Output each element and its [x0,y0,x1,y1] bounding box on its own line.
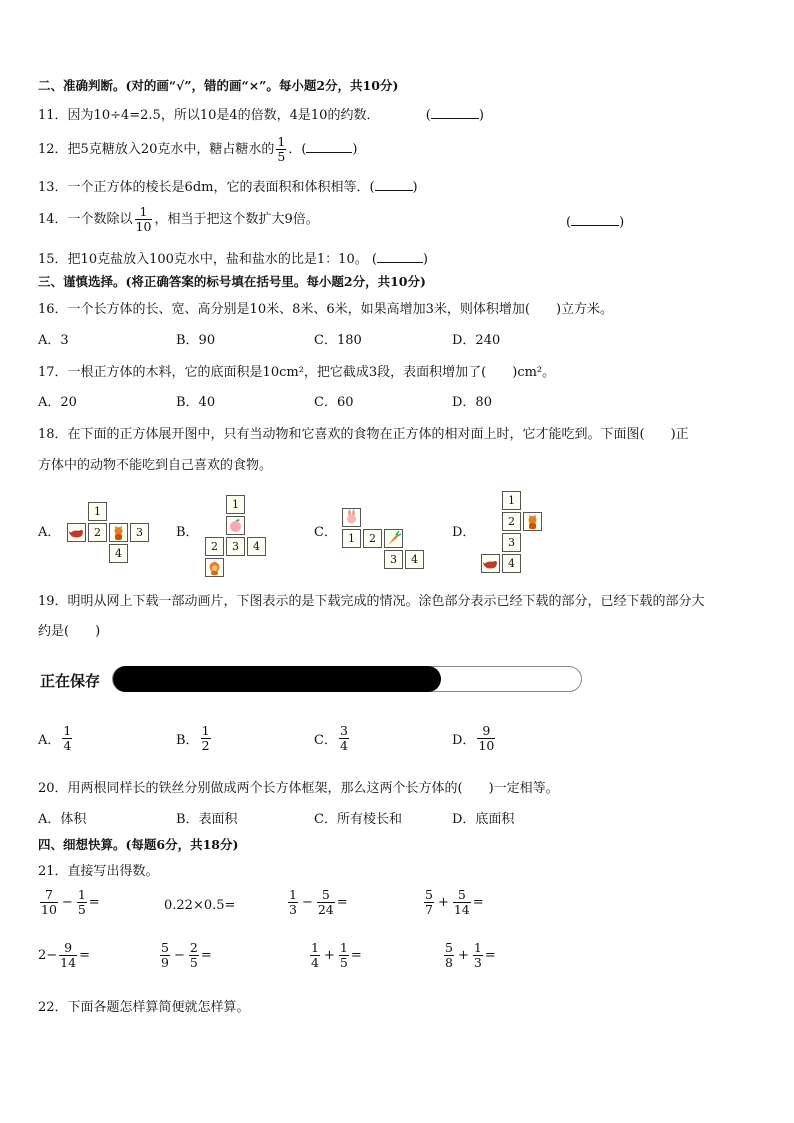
equals-sign: = [200,948,212,963]
option-b[interactable]: B．40 [176,395,216,410]
progress-bar [112,666,582,692]
net-cell: 4 [405,550,424,569]
option-a[interactable]: A．3 [38,333,69,348]
rabbit-icon [342,508,361,527]
option-d[interactable]: D． [452,525,476,540]
operator: − [301,895,313,910]
question-13-text: 13．一个正方体的棱长是6dm，它的表面积和体积相等．( [38,180,375,195]
fraction-numerator: 1 [311,940,319,955]
carrot-icon [384,529,403,548]
question-16-text: 16．一个长方体的长、宽、高分别是10米、8米、6米，如果高增加3米，则体积增加( )立方米。 [38,302,614,317]
fraction-numerator: 7 [44,887,53,902]
fraction-numerator: 2 [189,940,198,955]
option-c[interactable]: C．60 [314,395,354,410]
question-19-text: 19．明明从网上下载一部动画片，下图表示的是下载完成的情况。涂色部分表示已经下载的部分，已经下载的部分大 [38,594,705,609]
option-d[interactable]: D．80 [452,395,492,410]
fraction-numerator: 1 [201,723,210,738]
fraction [40,888,58,917]
question-18-text: 18．在下面的正方体展开图中，只有当动物和它喜欢的食物在正方体的相对面上时，它才能吃到。下面图( )正 [38,427,689,442]
operator: + [457,948,469,963]
fraction [477,724,495,753]
fraction-denominator: 5 [339,955,348,970]
fraction [62,724,72,753]
net-cell: 4 [247,537,266,556]
fraction-denominator: 9 [161,955,169,970]
fraction-denominator: 7 [425,902,433,917]
question-21-text: 21．直接写出得数。 [38,864,159,879]
option-d[interactable]: D．240 [452,333,501,348]
bird-icon [67,523,86,542]
fraction-denominator: 10 [41,902,57,917]
net-cell: 1 [88,502,107,521]
question-15-text: 15．把10克盐放入100克水中，盐和盐水的比是1：10。 ( [38,252,377,267]
question-11 [38,104,484,125]
fraction [444,941,454,970]
section-3-title: 三、谨慎选择。(将正确答案的标号填在括号里。每小题2分，共10分) [38,274,426,289]
fraction [453,888,471,917]
equals-sign: = [79,948,90,963]
operator: − [61,895,73,910]
question-19-text-line2: 约是( ) [38,624,101,639]
fraction-denominator: 4 [339,738,348,753]
net-cell: 3 [384,550,403,569]
question-14-answer [566,211,624,232]
calc-expression [38,941,90,970]
net-cell: 1 [226,495,245,514]
fraction-numerator: 1 [139,204,148,219]
fraction-numerator: 1 [77,887,86,902]
monkey-icon [205,558,224,577]
fraction-denominator: 8 [445,955,453,970]
question-12-text: 12．把5克糖放入20克水中，糖占糖水的 [38,142,275,157]
option-a[interactable]: A．20 [38,395,77,410]
operator: − [173,948,185,963]
fraction [135,205,153,234]
option-d[interactable]: D．底面积 [452,812,515,827]
fraction [473,941,483,970]
fraction-denominator: 14 [60,955,77,970]
operator: + [437,895,449,910]
equals-sign: = [336,895,348,910]
fraction-numerator: 9 [64,940,73,955]
question-14-text: 14．一个数除以 [38,212,133,227]
answer-blank-13[interactable] [375,176,413,191]
fraction-denominator: 2 [201,738,210,753]
net-cell: 2 [88,523,107,542]
fraction [339,724,349,753]
option-letter: A． [38,733,61,748]
equals-sign: = [350,948,362,963]
option-a[interactable]: A． [38,525,61,540]
fraction [310,941,320,970]
question-17-text: 17．一根正方体的木料，它的底面积是10cm²，把它截成3段，表面积增加了( )cm²。 [38,365,556,380]
fraction-numerator: 1 [63,723,72,738]
operator: + [323,948,335,963]
net-cell: 1 [342,529,361,548]
question-14-text-b: ，相当于把这个数扩大9倍。 [154,212,319,227]
calc-expression [158,941,212,970]
equals-sign: = [484,948,496,963]
section-4-title: 四、细想快算。(每题6分，共18分) [38,837,239,852]
answer-paren: ( [425,108,431,123]
fraction-denominator: 5 [189,955,198,970]
equals-sign: = [88,895,100,910]
question-18-text-line2: 方体中的动物不能吃到自己喜欢的食物。 [38,458,273,473]
fraction [201,724,211,753]
net-cell: 3 [226,537,245,556]
question-20-text: 20．用两根同样长的铁丝分别做成两个长方体框架，那么这两个长方体的( )一定相等。 [38,781,559,796]
fraction [77,888,87,917]
fraction-denominator: 10 [135,219,152,234]
fraction-denominator: 5 [277,149,286,164]
net-cell: 3 [502,533,521,552]
equals-sign: = [472,895,484,910]
net-cell: 2 [205,537,224,556]
fraction-denominator: 14 [453,902,470,917]
net-cell: 2 [363,529,382,548]
answer-paren: ) [619,215,625,230]
expression-lead: 2− [38,948,58,963]
fraction-denominator: 4 [311,955,319,970]
fraction-denominator: 4 [63,738,72,753]
question-12-text-b: ．( [288,142,307,157]
fraction [317,888,335,917]
fraction-denominator: 3 [473,955,482,970]
option-b[interactable] [176,724,213,753]
option-b[interactable]: B．表面积 [176,812,238,827]
net-cell: 4 [502,554,521,573]
calc-expression [286,888,348,917]
option-b[interactable]: B． [176,525,199,540]
answer-blank-12[interactable] [306,138,352,153]
fraction [424,888,434,917]
fraction-numerator: 1 [339,940,348,955]
question-11-text: 11．因为10÷4=2.5，所以10是4的倍数，4是10的约数． [38,108,380,123]
option-a[interactable]: A．体积 [38,812,87,827]
expression-text: 0.22×0.5= [164,898,236,913]
option-c[interactable]: C．所有棱长和 [314,812,402,827]
answer-blank-14[interactable] [571,211,619,226]
option-c[interactable]: C． [314,525,337,540]
answer-blank-15[interactable] [377,248,423,263]
option-b[interactable]: B．90 [176,333,216,348]
net-cell: 2 [502,512,521,531]
fraction [339,941,349,970]
option-letter: B． [176,733,199,748]
progress-fill [113,666,441,692]
fraction-numerator: 1 [277,134,286,149]
question-12 [38,132,357,168]
cat-icon [109,523,128,542]
answer-paren: ( [566,215,572,230]
option-d[interactable] [452,724,497,753]
option-c[interactable] [314,724,351,753]
fraction-numerator: 5 [321,887,330,902]
fraction-numerator: 5 [445,940,453,955]
question-14 [38,202,319,238]
net-cell: 1 [502,491,521,510]
answer-blank-11[interactable] [431,104,479,119]
fraction-denominator: 3 [289,902,297,917]
fraction [160,941,170,970]
net-cell: 4 [109,544,128,563]
bird-icon [481,554,500,573]
answer-paren: ) [352,142,358,157]
fraction-numerator: 5 [161,940,169,955]
calc-expression [164,898,235,913]
fraction-denominator: 24 [317,902,334,917]
option-letter: C． [314,733,337,748]
fraction [288,888,298,917]
question-13 [38,176,418,197]
fraction-denominator: 10 [478,738,495,753]
net-cell: 3 [130,523,149,542]
fraction-numerator: 1 [473,940,482,955]
cat-icon [523,512,542,531]
question-22-text: 22．下面各题怎样算简便就怎样算。 [38,1000,250,1015]
fraction-numerator: 9 [482,723,491,738]
answer-paren: ) [478,108,484,123]
option-a[interactable] [38,724,74,753]
calc-expression [308,941,362,970]
fraction-denominator: 5 [77,902,86,917]
calc-expression [422,888,484,917]
fraction-numerator: 1 [289,887,297,902]
fraction [189,941,199,970]
answer-paren: ) [422,252,428,267]
fraction-numerator: 3 [339,723,348,738]
question-15 [38,248,428,269]
fraction [59,941,77,970]
progress-label: 正在保存 [40,672,101,690]
answer-paren: ) [412,180,418,195]
section-2-title: 二、准确判断。(对的画“√”，错的画“×”。每小题2分，共10分) [38,78,399,93]
fraction-numerator: 5 [425,887,433,902]
calc-expression [38,888,100,917]
option-c[interactable]: C．180 [314,333,362,348]
option-letter: D． [452,733,476,748]
peach-icon [226,516,245,535]
calc-expression [442,941,496,970]
fraction-numerator: 5 [457,887,466,902]
fraction [276,135,286,164]
